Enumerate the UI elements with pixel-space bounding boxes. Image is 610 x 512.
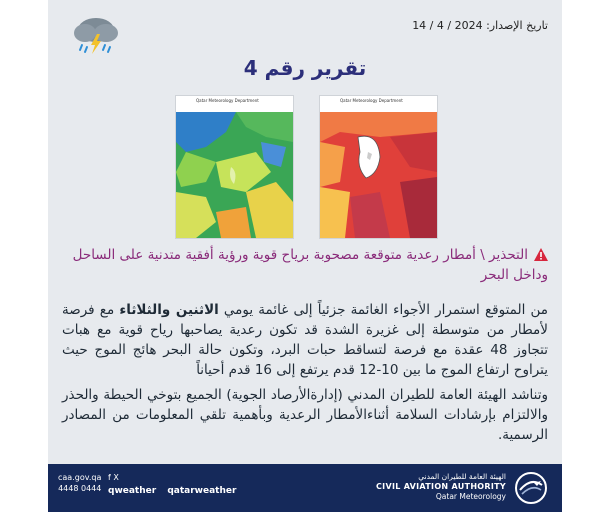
org-subtitle: Qatar Meteorology [435, 492, 506, 501]
org-name-arabic: الهيئة العامة للطيران المدني [418, 472, 506, 481]
map-plot-right [320, 112, 437, 238]
caa-logo-icon [514, 471, 548, 505]
report-card [48, 0, 562, 512]
map-caption-left: Qatar Meteorology Department [176, 96, 293, 112]
org-name-english: CIVIL AVIATION AUTHORITY [376, 482, 506, 491]
issue-date: تاريخ الإصدار: 2024 / 4 / 14 [412, 19, 548, 32]
footer-bar [48, 464, 562, 512]
advisory-paragraph: وتناشد الهيئة العامة للطيران المدني (إدارةالأرصاد الجوية) الجميع بتوخي الحيطة والحذر والالتزام بإرشادات السلامة أثناءالأمطار الرعدية وبأهمية تلقي المعلومات من المصادر الرسمية. [62, 387, 548, 443]
organization-name [376, 472, 506, 502]
warning-text: التحذير \ أمطار رعدية متوقعة مصحوبة برياح قوية ورؤية أفقية متدنية على الساحل وداخل البحر [72, 247, 548, 283]
forecast-map-left [175, 95, 294, 239]
phone-number: 4448 0444 [58, 484, 102, 493]
forecast-paragraph [62, 300, 548, 380]
social-icons[interactable]: f X [108, 473, 119, 482]
forecast-map-right [319, 95, 438, 239]
forecast-days: الاثنين والثلاثاء [119, 302, 219, 318]
warning-triangle-icon [534, 248, 548, 261]
warning-notice [62, 245, 548, 285]
cloud-rain-lightning-icon [70, 12, 122, 56]
handle-qatarweather[interactable]: qatarweather [167, 486, 237, 496]
map-plot-left [176, 112, 293, 238]
handle-qweather[interactable]: qweather [108, 486, 157, 496]
social-handles [108, 486, 244, 496]
footer-contact [58, 472, 101, 494]
website-link[interactable]: caa.gov.qa [58, 473, 102, 482]
forecast-text-part2: مع فرصة لأمطار من متوسطة إلى غزيرة الشدة قد تكون رعدية يصاحبها رياح قوية مع هبات تتجاوز 48 عقدة مع فرصة لتساقط حبات البرد، وتكون حالة البحر هائج الموج حيث يتراوح ارتفاع الموج ما بين 10-12 قدم يرتفع إلى 16 قدم أحياناً [62, 302, 548, 378]
report-title: تقرير رقم 4 [243, 56, 367, 80]
forecast-text-part1: من المتوقع استمرار الأجواء الغائمة جزئياً إلى غائمة يومي [218, 302, 548, 318]
map-caption-right: Qatar Meteorology Department [320, 96, 437, 112]
